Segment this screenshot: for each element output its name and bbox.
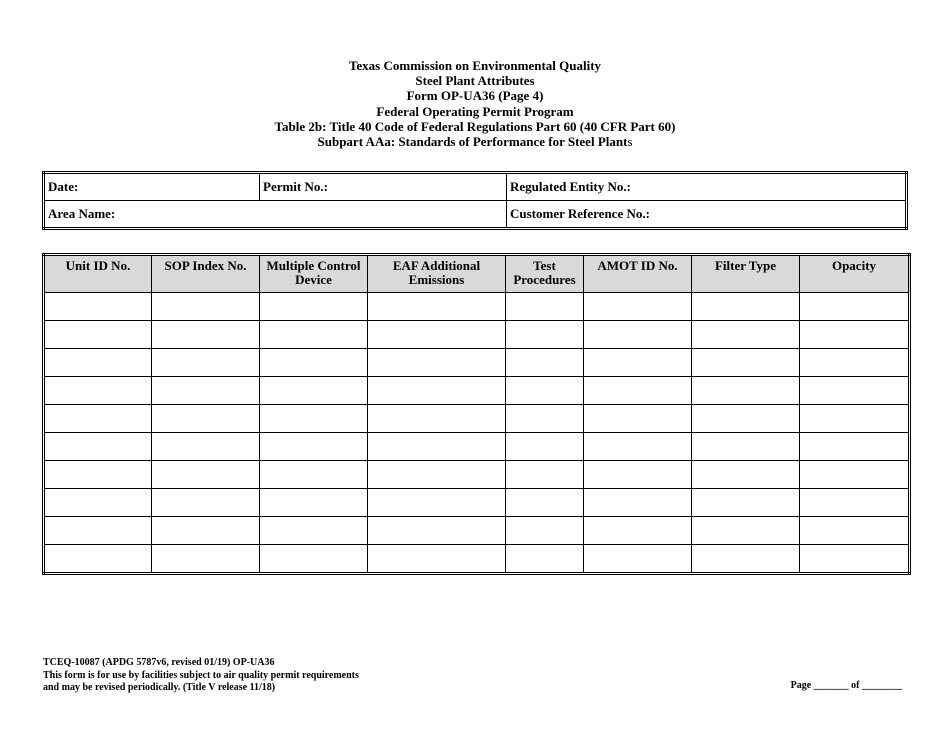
table-cell[interactable] (506, 489, 584, 517)
table-cell[interactable] (692, 349, 800, 377)
table-cell[interactable] (260, 489, 368, 517)
table-cell[interactable] (506, 433, 584, 461)
table-cell[interactable] (692, 293, 800, 321)
table-row (44, 517, 910, 545)
table-cell[interactable] (260, 517, 368, 545)
table-cell[interactable] (368, 377, 506, 405)
table-header-row (44, 255, 910, 293)
table-cell[interactable] (368, 545, 506, 574)
table-cell[interactable] (152, 489, 260, 517)
table-cell[interactable] (506, 405, 584, 433)
table-row (44, 461, 910, 489)
table-cell[interactable] (584, 293, 692, 321)
form-revision-note: and may be revised periodically. (Title V release 11/18) (43, 682, 276, 693)
table-cell[interactable] (152, 461, 260, 489)
table-cell[interactable] (152, 377, 260, 405)
table-cell[interactable] (584, 517, 692, 545)
table-cell[interactable] (800, 433, 910, 461)
table-cell[interactable] (692, 461, 800, 489)
table-cell[interactable] (368, 321, 506, 349)
table-cell[interactable] (800, 461, 910, 489)
table-cell[interactable] (260, 461, 368, 489)
table-cell[interactable] (44, 489, 152, 517)
table-cell[interactable] (152, 321, 260, 349)
regulated-entity-field[interactable] (507, 173, 907, 201)
table-cell[interactable] (692, 545, 800, 574)
table-cell[interactable] (506, 545, 584, 574)
table-cell[interactable] (260, 433, 368, 461)
table-cell[interactable] (152, 517, 260, 545)
table-cell[interactable] (692, 405, 800, 433)
table-cell[interactable] (368, 405, 506, 433)
column-header: Multiple Control Device (260, 255, 368, 293)
table-cell[interactable] (368, 517, 506, 545)
table-cell[interactable] (152, 349, 260, 377)
table-cell[interactable] (692, 517, 800, 545)
table-cell[interactable] (260, 377, 368, 405)
table-cell[interactable] (368, 461, 506, 489)
table-row (44, 545, 910, 574)
table-cell[interactable] (584, 405, 692, 433)
date-field[interactable] (44, 173, 260, 201)
form-subject: Steel Plant Attributes (415, 73, 535, 89)
form-number: Form OP-UA36 (Page 4) (406, 88, 544, 104)
table-cell[interactable] (44, 321, 152, 349)
table-cell[interactable] (584, 545, 692, 574)
column-header: Filter Type (692, 255, 800, 293)
table-cell[interactable] (800, 517, 910, 545)
permit-info-table (42, 171, 908, 230)
subpart-title (0, 134, 950, 149)
table-cell[interactable] (584, 349, 692, 377)
table-cell[interactable] (152, 405, 260, 433)
table-row (44, 433, 910, 461)
page-number[interactable]: Page _______ of ________ (790, 680, 902, 691)
permit-number-field[interactable] (260, 173, 507, 201)
table-cell[interactable] (692, 433, 800, 461)
table-row (44, 405, 910, 433)
table-cell[interactable] (152, 433, 260, 461)
table-body (44, 293, 910, 574)
form-usage-note: This form is for use by facilities subject to air quality permit requirements (43, 669, 359, 681)
table-cell[interactable] (260, 349, 368, 377)
table-cell[interactable] (506, 349, 584, 377)
table-cell[interactable] (152, 545, 260, 574)
customer-reference-field[interactable] (507, 201, 907, 229)
table-cell[interactable] (584, 433, 692, 461)
table-cell[interactable] (800, 489, 910, 517)
regulated-entity-label: Regulated Entity No.: (510, 179, 631, 194)
table-cell[interactable] (584, 489, 692, 517)
table-cell[interactable] (368, 489, 506, 517)
table-cell[interactable] (368, 433, 506, 461)
table-cell[interactable] (506, 461, 584, 489)
table-cell[interactable] (368, 349, 506, 377)
table-cell[interactable] (584, 321, 692, 349)
table-cell[interactable] (692, 377, 800, 405)
subpart-title-tail: s (627, 134, 633, 150)
table-row (44, 321, 910, 349)
table-cell[interactable] (506, 377, 584, 405)
table-cell[interactable] (800, 377, 910, 405)
area-name-label: Area Name: (48, 206, 116, 221)
table-cell[interactable] (584, 377, 692, 405)
table-row (44, 349, 910, 377)
table-cell[interactable] (44, 517, 152, 545)
table-title: Table 2b: Title 40 Code of Federal Regulations Part 60 (40 CFR Part 60) (274, 118, 676, 134)
column-header: Opacity (800, 255, 910, 293)
agency-title: Texas Commission on Environmental Quality (348, 58, 602, 73)
table-cell[interactable] (44, 433, 152, 461)
permit-number-label: Permit No.: (263, 179, 328, 194)
table-cell[interactable] (584, 461, 692, 489)
table-row (44, 293, 910, 321)
table-cell[interactable] (800, 349, 910, 377)
table-cell[interactable] (44, 293, 152, 321)
column-header: Test Procedures (506, 255, 584, 293)
customer-reference-label: Customer Reference No.: (510, 206, 650, 221)
table-cell[interactable] (506, 321, 584, 349)
table-cell[interactable] (692, 321, 800, 349)
table-cell[interactable] (260, 293, 368, 321)
table-cell[interactable] (44, 349, 152, 377)
column-header: SOP Index No. (152, 255, 260, 293)
table-cell[interactable] (44, 405, 152, 433)
table-cell[interactable] (800, 321, 910, 349)
form-header (0, 58, 950, 149)
table-cell[interactable] (44, 461, 152, 489)
date-label: Date: (48, 179, 79, 194)
table-cell[interactable] (800, 293, 910, 321)
table-cell[interactable] (260, 405, 368, 433)
column-header: AMOT ID No. (584, 255, 692, 293)
table-cell[interactable] (260, 321, 368, 349)
area-name-field[interactable] (44, 201, 507, 229)
table-cell[interactable] (44, 377, 152, 405)
table-cell[interactable] (152, 293, 260, 321)
table-cell[interactable] (260, 545, 368, 574)
table-row (44, 377, 910, 405)
column-header: Unit ID No. (44, 255, 152, 293)
table-cell[interactable] (368, 293, 506, 321)
table-cell[interactable] (800, 405, 910, 433)
table-cell[interactable] (44, 545, 152, 574)
table-row (44, 489, 910, 517)
table-cell[interactable] (692, 489, 800, 517)
table-cell[interactable] (506, 517, 584, 545)
column-header: EAF Additional Emissions (368, 255, 506, 293)
unit-attributes-table (42, 253, 911, 575)
form-revision: TCEQ-10087 (APDG 5787v6, revised 01/19) OP-UA36 (43, 657, 275, 668)
form-footer (43, 657, 359, 695)
program-name: Federal Operating Permit Program (376, 103, 574, 119)
table-cell[interactable] (800, 545, 910, 574)
table-cell[interactable] (506, 293, 584, 321)
subpart-title-main: Subpart AAa: Standards of Performance for Steel Plant (317, 134, 628, 150)
